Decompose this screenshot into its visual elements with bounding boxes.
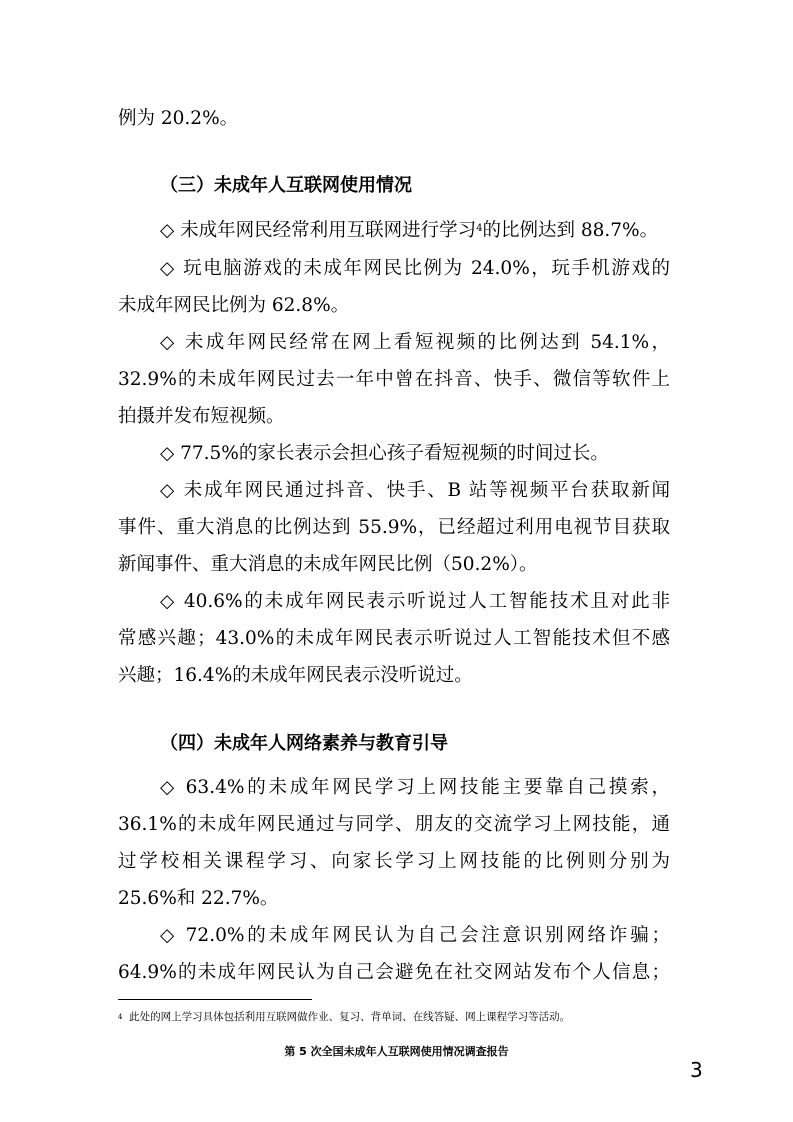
body-line: ◇ 72.0%的未成年网民认为自己会注意识别网络诈骗； xyxy=(160,925,670,946)
body-line: ◇ 77.5%的家长表示会担心孩子看短视频的时间过长。 xyxy=(160,443,609,464)
body-text: ◇ 未成年网民经常利用互联网进行学习 xyxy=(160,220,477,241)
body-line: 常感兴趣；43.0%的未成年网民表示听说过人工智能技术但不感 xyxy=(118,628,670,649)
section-heading-3: （三）未成年人互联网使用情况 xyxy=(160,175,412,196)
body-line: ◇ 40.6%的未成年网民表示听说过人工智能技术且对此非 xyxy=(160,591,670,612)
body-line: ◇ 未成年网民通过抖音、快手、B 站等视频平台获取新闻 xyxy=(160,480,670,501)
footnote-divider xyxy=(118,999,312,1000)
body-text: 的比例达到 88.7%。 xyxy=(482,220,659,241)
body-line: ◇ 玩电脑游戏的未成年网民比例为 24.0%，玩手机游戏的 xyxy=(160,258,670,279)
body-line xyxy=(160,218,658,244)
footer-report-title: 第 5 次全国未成年人互联网使用情况调查报告 xyxy=(284,1045,509,1058)
body-line: 未成年网民比例为 62.8%。 xyxy=(118,295,350,316)
footnote-marker: 4 xyxy=(118,1013,123,1021)
body-line: 过学校相关课程学习、向家长学习上网技能的比例则分别为 xyxy=(118,851,670,872)
footnote-ref: 4 xyxy=(476,223,483,234)
body-line: 兴趣；16.4%的未成年网民表示没听说过。 xyxy=(118,665,473,686)
body-line: ◇ 63.4%的未成年网民学习上网技能主要靠自己摸索， xyxy=(160,777,670,798)
footnote-text: 此处的网上学习具体包括利用互联网做作业、复习、背单词、在线答疑、网上课程学习等活动。 xyxy=(129,1011,571,1023)
footnote xyxy=(118,1010,570,1024)
body-line: 例为 20.2%。 xyxy=(118,108,239,129)
body-line: 拍摄并发布短视频。 xyxy=(118,406,285,427)
body-line: 事件、重大消息的比例达到 55.9%，已经超过利用电视节目获取 xyxy=(118,517,670,538)
page-number: 3 xyxy=(690,1058,703,1082)
section-heading-4: （四）未成年人网络素养与教育引导 xyxy=(160,733,448,754)
body-line: 36.1%的未成年网民通过与同学、朋友的交流学习上网技能，通 xyxy=(118,814,670,835)
body-line: ◇ 未成年网民经常在网上看短视频的比例达到 54.1%， xyxy=(160,332,670,353)
body-line: 32.9%的未成年网民过去一年中曾在抖音、快手、微信等软件上 xyxy=(118,369,670,390)
body-line: 64.9%的未成年网民认为自己会避免在社交网站发布个人信息； xyxy=(118,962,670,983)
body-line: 新闻事件、重大消息的未成年网民比例（50.2%）。 xyxy=(118,554,538,575)
body-line: 25.6%和 22.7%。 xyxy=(118,888,279,909)
